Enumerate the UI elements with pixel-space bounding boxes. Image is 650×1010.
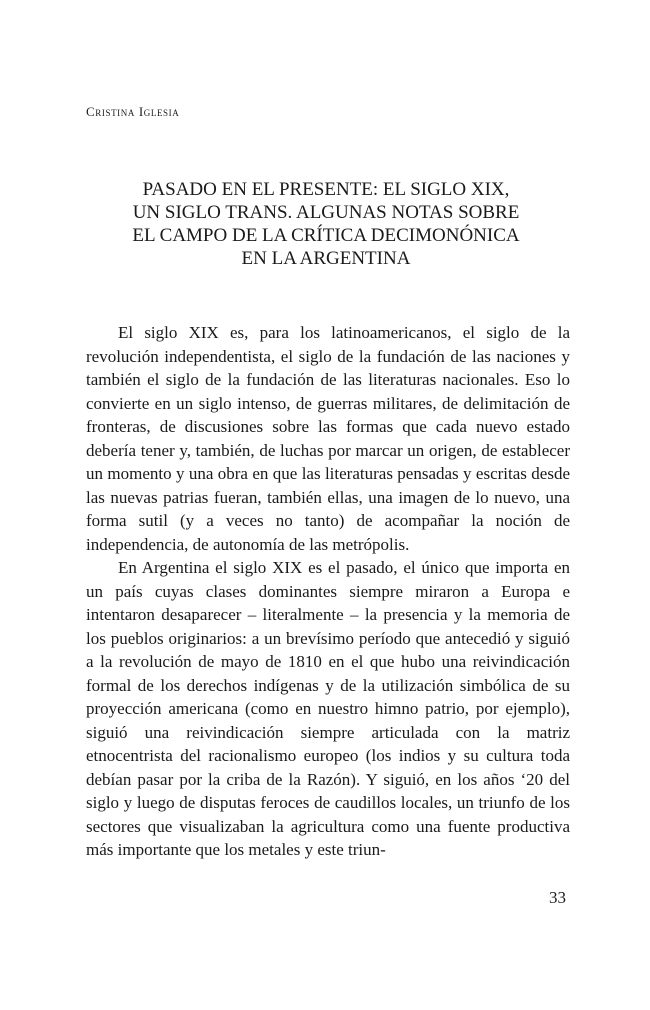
chapter-title-line: EN LA ARGENTINA [241, 248, 411, 269]
body-text [86, 321, 570, 862]
body-paragraph: En Argentina el siglo XIX es el pasado, el único que importa en un país cuyas clases dominantes siempre miraron a Europa e intentaron desaparecer – literalmente – la presencia y la memoria de los pueblos originarios: a un brevísimo período que antecedió y siguió a la revolución de mayo de 1810 en el que hubo una reivindicación formal de los derechos indígenas y de la utilización simbólica de su proyección americana (como en nuestro himno patrio, por ejemplo), siguió una reivindicación siempre articulada con la matriz etnocentrista del racionalismo europeo (los indios y su cultura toda debían pasar por la criba de la Razón). Y siguió, en los años ‘20 del siglo y luego de disputas feroces de caudillos locales, un triunfo de los sectores que visualizaban la agricultura como una fuente productiva más importante que los metales y este triun- [86, 558, 570, 859]
chapter-title-line: PASADO EN EL PRESENTE: EL SIGLO XIX, [142, 179, 510, 200]
chapter-title-line: UN SIGLO TRANS. ALGUNAS NOTAS SOBRE [132, 202, 520, 223]
chapter-title-line: EL CAMPO DE LA CRÍTICA DECIMONÓNICA [132, 225, 520, 246]
running-head-author: Cristina Iglesia [86, 104, 180, 119]
body-paragraph: El siglo XIX es, para los latinoamericanos, el siglo de la revolución independentista, el siglo de la fundación de las naciones y también el siglo de la fundación de las literaturas nacionales. Eso lo convierte en un siglo intenso, de guerras militares, de delimitación de fronteras, de discusiones sobre las formas que cada nuevo estado debería tener y, también, de luchas por marcar un origen, de establecer un momento y una obra en que las literaturas pensadas y escritas desde las nuevas patrias fueran, también ellas, una imagen de lo nuevo, una forma sutil (y a veces no tanto) de acompañar la noción de independencia, de autonomía de las metrópolis. [86, 323, 570, 554]
chapter-title [86, 178, 566, 270]
page-number: 33 [549, 888, 566, 907]
